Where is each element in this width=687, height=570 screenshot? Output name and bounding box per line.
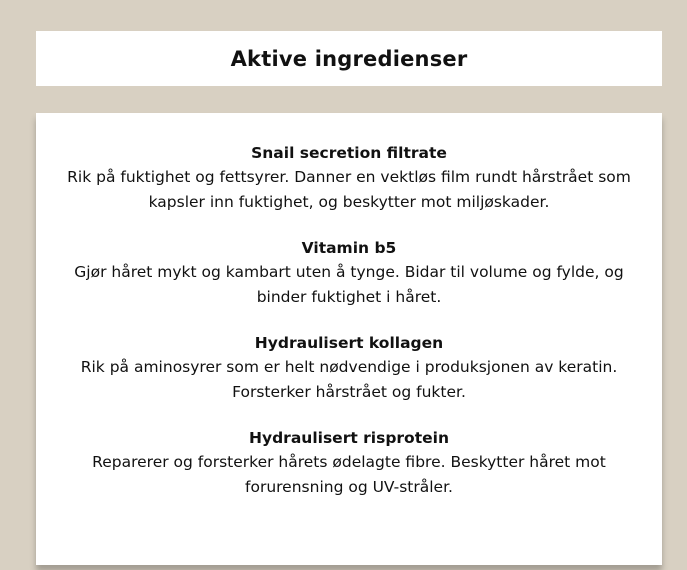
ingredient-description <box>46 165 652 215</box>
ingredient-item-hydraulisert-kollagen <box>36 331 662 405</box>
ingredient-description-line: Gjør håret mykt og kambart uten å tynge. Bidar til volume og fylde, og <box>74 263 624 281</box>
ingredient-description-line: Rik på fuktighet og fettsyrer. Danner en vektløs film rundt hårstrået som <box>67 168 631 186</box>
ingredients-panel <box>36 113 662 565</box>
ingredient-description <box>46 260 652 310</box>
ingredient-description-line: Rik på aminosyrer som er helt nødvendige i produksjonen av keratin. <box>80 358 618 376</box>
ingredient-item-hydraulisert-risprotein <box>36 426 662 500</box>
ingredient-description-line: forurensning og UV-stråler. <box>245 478 453 496</box>
ingredient-description-line: binder fuktighet i håret. <box>256 288 442 306</box>
ingredient-description-line: kapsler inn fuktighet, og beskytter mot miljøskader. <box>148 193 550 211</box>
ingredient-description <box>46 450 652 500</box>
ingredient-name: Vitamin b5 <box>301 239 397 257</box>
header-panel <box>36 31 662 86</box>
ingredient-description-line: Forsterker hårstrået og fukter. <box>232 383 466 401</box>
ingredient-name: Hydraulisert kollagen <box>254 334 444 352</box>
ingredient-description-line: Reparerer og forsterker hårets ødelagte fibre. Beskytter håret mot <box>92 453 606 471</box>
ingredient-item-snail-secretion <box>36 141 662 215</box>
ingredient-name: Hydraulisert risprotein <box>249 429 449 447</box>
ingredient-name: Snail secretion filtrate <box>251 144 447 162</box>
ingredient-description <box>46 355 652 405</box>
page-title: Aktive ingredienser <box>230 46 468 71</box>
ingredient-item-vitamin-b5 <box>36 236 662 310</box>
